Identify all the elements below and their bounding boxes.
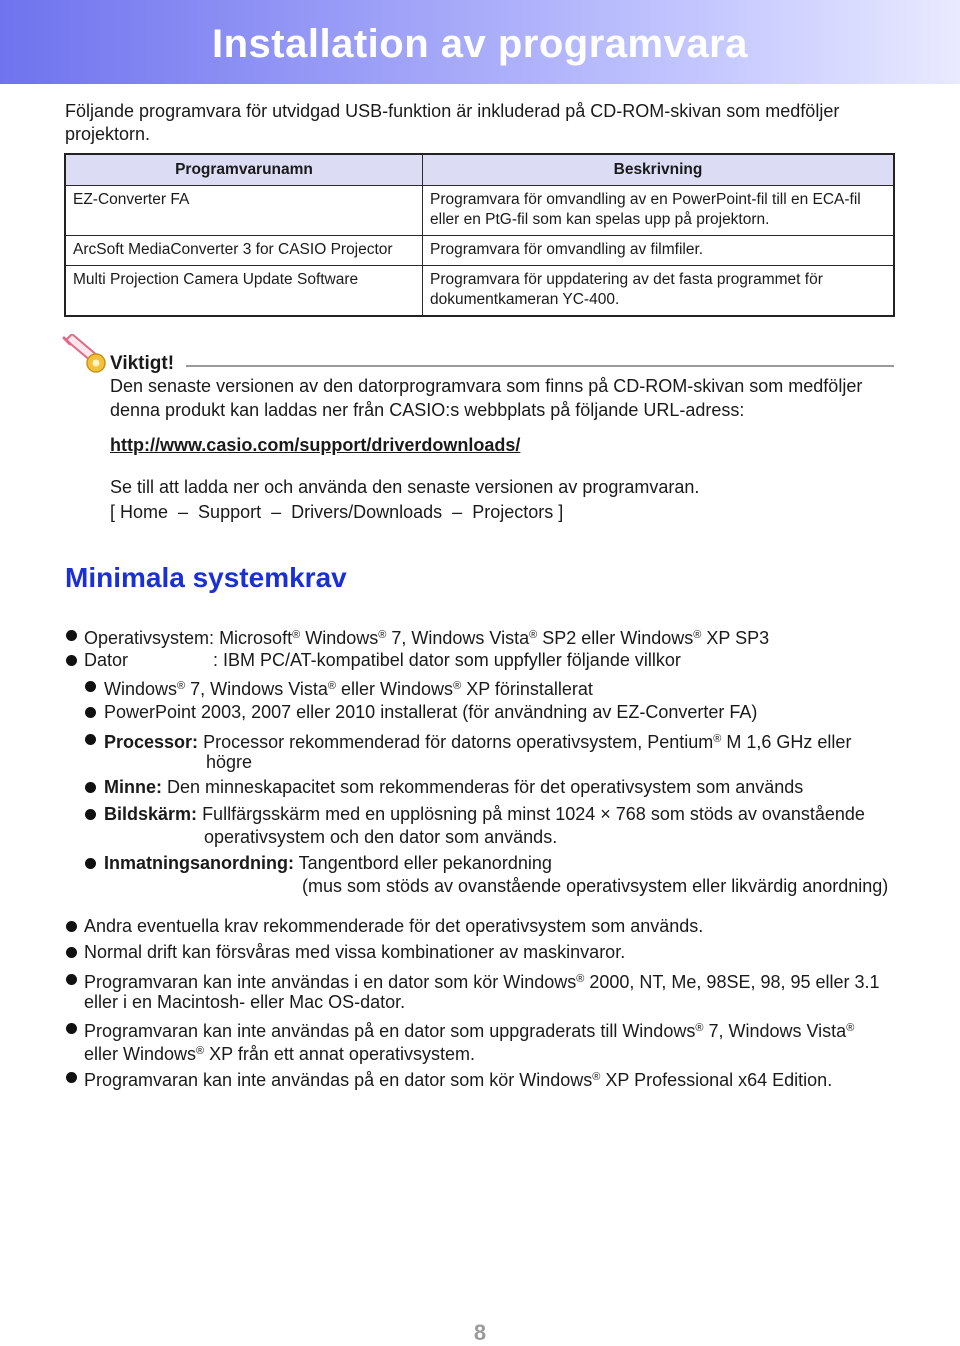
req-input bbox=[104, 852, 552, 875]
note-text: 7, Windows Vista bbox=[708, 1021, 847, 1041]
registered-mark: ® bbox=[378, 629, 387, 641]
bullet-icon bbox=[85, 809, 96, 820]
software-name: Multi Projection Camera Update Software bbox=[65, 266, 423, 317]
req-pc-os bbox=[104, 675, 593, 701]
breadcrumb-home: Home bbox=[120, 502, 169, 522]
req-text: Fullfärgsskärm med en upplösning på minst 1024 × 768 som stöds av ovanstående bbox=[202, 804, 865, 824]
software-description: Programvara för uppdatering av det fasta programmet för dokumentkameran YC-400. bbox=[423, 266, 895, 317]
req-powerpoint: PowerPoint 2003, 2007 eller 2010 installerat (för användning av EZ-Converter FA) bbox=[104, 702, 758, 722]
important-divider bbox=[186, 365, 894, 367]
req-text: Processor rekommenderad för datorns operativsystem, Pentium bbox=[203, 732, 714, 752]
bullet-icon bbox=[66, 921, 77, 932]
table-header-row bbox=[65, 154, 894, 186]
req-processor-label: Processor: bbox=[104, 732, 199, 752]
important-text: Den senaste versionen av den datorprogramvara som finns på CD-ROM-skivan som medföljer denna produkt kan laddas ner från CASIO:s webbplats på följande URL-adress: bbox=[110, 376, 863, 420]
req-os-text: XP SP3 bbox=[706, 628, 770, 648]
note-text: eller Windows bbox=[84, 1044, 197, 1064]
req-input-label: Inmatningsanordning: bbox=[104, 853, 294, 873]
page-title: Installation av programvara bbox=[212, 22, 748, 66]
note-text: XP från ett annat operativsystem. bbox=[209, 1044, 475, 1064]
page-number: 8 bbox=[473, 1320, 487, 1345]
req-pc-value: : IBM PC/AT-kompatibel dator som uppfyller följande villkor bbox=[213, 650, 681, 670]
note-text: 2000, NT, Me, 98SE, 98, 95 eller 3.1 bbox=[589, 972, 880, 992]
bullet-icon bbox=[66, 1072, 77, 1083]
registered-mark: ® bbox=[327, 680, 336, 692]
req-os-text: 7, Windows Vista bbox=[391, 628, 530, 648]
req-text: Windows bbox=[104, 679, 178, 699]
req-text: M 1,6 GHz eller bbox=[726, 732, 852, 752]
req-os-text: SP2 eller Windows bbox=[542, 628, 694, 648]
software-description: Programvara för omvandling av en PowerPoint-fil till en ECA-fil eller en PtG-fil som kan spelas upp på projektorn. bbox=[423, 186, 895, 236]
req-text: eller Windows bbox=[341, 679, 454, 699]
req-pc bbox=[84, 649, 128, 672]
registered-mark: ® bbox=[846, 1022, 855, 1034]
software-name: ArcSoft MediaConverter 3 for CASIO Projector bbox=[65, 236, 423, 266]
req-os-text: Microsoft bbox=[219, 628, 293, 648]
bullet-icon bbox=[66, 655, 77, 666]
registered-mark: ® bbox=[529, 629, 538, 641]
note-3-cont: eller i en Macintosh- eller Mac OS-dator. bbox=[84, 992, 406, 1012]
registered-mark: ® bbox=[453, 680, 462, 692]
software-description: Programvara för omvandling av filmfiler. bbox=[423, 236, 895, 266]
registered-mark: ® bbox=[196, 1045, 205, 1057]
important-after bbox=[110, 475, 699, 525]
registered-mark: ® bbox=[713, 733, 722, 745]
bullet-icon bbox=[66, 630, 77, 641]
breadcrumb: [ Home – Support – Drivers/Downloads – Projectors ] bbox=[110, 502, 564, 522]
req-input-cont: (mus som stöds av ovanstående operativsystem eller likvärdig anordning) bbox=[302, 876, 889, 896]
req-display-label: Bildskärm: bbox=[104, 804, 198, 824]
table-header-name: Programvarunamn bbox=[65, 154, 423, 186]
req-os-label: Operativsystem: bbox=[84, 628, 215, 648]
registered-mark: ® bbox=[576, 973, 585, 985]
req-display-cont: operativsystem och den dator som används. bbox=[204, 827, 558, 847]
bullet-icon bbox=[85, 681, 96, 692]
important-pencil-icon bbox=[62, 334, 108, 376]
note-1: Andra eventuella krav rekommenderade för det operativsystem som används. bbox=[84, 916, 704, 936]
important-title: Viktigt! bbox=[110, 353, 175, 374]
req-memory bbox=[104, 776, 803, 799]
note-text: XP Professional x64 Edition. bbox=[605, 1070, 833, 1090]
req-display bbox=[104, 803, 865, 826]
breadcrumb-drivers: Drivers/Downloads bbox=[291, 502, 443, 522]
intro-text: Följande programvara för utvidgad USB-funktion är inkluderad på CD-ROM-skivan som medföljer projektorn. bbox=[65, 101, 840, 144]
note-5 bbox=[84, 1066, 832, 1092]
bullet-icon bbox=[85, 734, 96, 745]
breadcrumb-support: Support bbox=[198, 502, 262, 522]
download-instruction: Se till att ladda ner och använda den senaste versionen av programvaran. bbox=[110, 477, 700, 497]
section-title: Minimala systemkrav bbox=[65, 562, 347, 593]
note-4-cont bbox=[84, 1040, 475, 1066]
breadcrumb-projectors: Projectors bbox=[472, 502, 554, 522]
bullet-icon bbox=[85, 858, 96, 869]
req-processor-cont: högre bbox=[206, 752, 253, 772]
req-text: XP förinstallerat bbox=[466, 679, 593, 699]
software-name: EZ-Converter FA bbox=[65, 186, 423, 236]
req-memory-label: Minne: bbox=[104, 777, 162, 797]
table-row bbox=[65, 236, 894, 266]
bullet-icon bbox=[66, 1023, 77, 1034]
download-url-link[interactable]: http://www.casio.com/support/driverdownloads/ bbox=[110, 435, 521, 455]
req-os-text: Windows bbox=[305, 628, 379, 648]
req-pc-label: Dator bbox=[84, 650, 129, 670]
registered-mark: ® bbox=[693, 629, 702, 641]
req-os bbox=[84, 624, 769, 650]
req-text: Tangentbord eller pekanordning bbox=[298, 853, 552, 873]
table-header-description: Beskrivning bbox=[423, 154, 895, 186]
bullet-icon bbox=[66, 974, 77, 985]
software-table bbox=[64, 153, 895, 317]
registered-mark: ® bbox=[695, 1022, 704, 1034]
note-text: Programvaran kan inte användas på en dator som uppgraderats till Windows bbox=[84, 1021, 696, 1041]
bullet-icon bbox=[85, 782, 96, 793]
req-text: Den minneskapacitet som rekommenderas för det operativsystem som används bbox=[167, 777, 804, 797]
note-text: Programvaran kan inte användas på en dator som kör Windows bbox=[84, 1070, 593, 1090]
registered-mark: ® bbox=[292, 629, 301, 641]
req-text: 7, Windows Vista bbox=[190, 679, 328, 699]
bullet-icon bbox=[66, 947, 77, 958]
note-text: Programvaran kan inte användas i en dator som kör Windows bbox=[84, 972, 577, 992]
bullet-icon bbox=[85, 707, 96, 718]
registered-mark: ® bbox=[177, 680, 186, 692]
table-row bbox=[65, 186, 894, 236]
header-banner bbox=[0, 0, 960, 84]
table-row bbox=[65, 266, 894, 317]
note-2: Normal drift kan försvåras med vissa kombinationer av maskinvaror. bbox=[84, 942, 626, 962]
registered-mark: ® bbox=[592, 1071, 601, 1083]
